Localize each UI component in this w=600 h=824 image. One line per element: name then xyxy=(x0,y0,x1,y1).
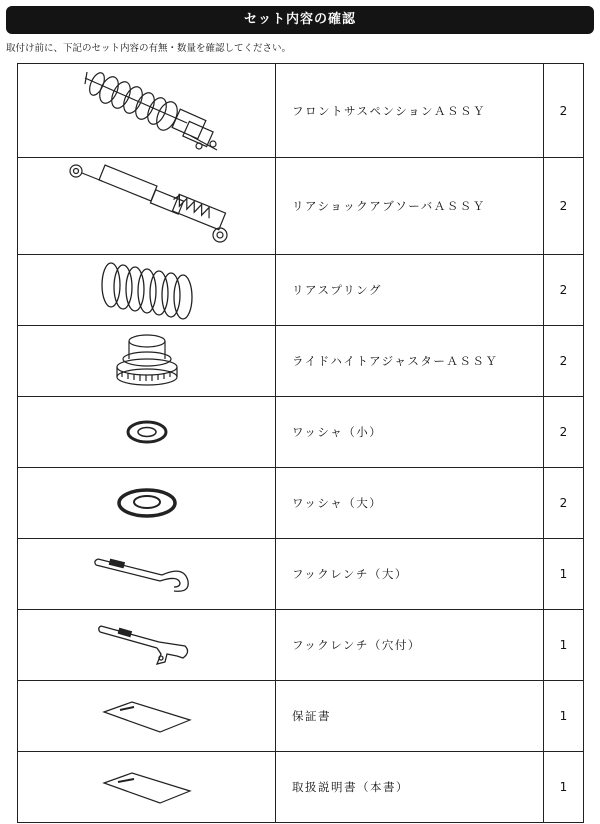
table-row xyxy=(18,681,584,752)
table-row xyxy=(18,397,584,468)
item-quantity: 1 xyxy=(544,752,584,823)
item-quantity: 2 xyxy=(544,468,584,539)
hook-wrench-pin-icon xyxy=(97,620,197,670)
hook-wrench-large-icon xyxy=(92,553,202,595)
table-row xyxy=(18,255,584,326)
instruction-text: 取付け前に、下記のセット内容の有無・数量を確認してください。 xyxy=(6,43,292,54)
warranty-card-icon xyxy=(102,698,192,734)
item-name: ワッシャ（小） xyxy=(276,397,544,468)
instruction-manual-icon xyxy=(102,769,192,805)
item-quantity: 2 xyxy=(544,326,584,397)
item-name: リアショックアブソーバＡＳＳＹ xyxy=(276,158,544,255)
front-suspension-assy-icon xyxy=(67,68,227,154)
item-quantity: 1 xyxy=(544,539,584,610)
item-quantity: 2 xyxy=(544,255,584,326)
item-name: 保証書 xyxy=(276,681,544,752)
item-name: ライドハイトアジャスターＡＳＳＹ xyxy=(276,326,544,397)
item-name: リアスプリング xyxy=(276,255,544,326)
parts-table xyxy=(17,63,584,823)
rear-spring-icon xyxy=(97,259,197,321)
washer-large-icon xyxy=(112,483,182,523)
item-name: フックレンチ（大） xyxy=(276,539,544,610)
item-quantity: 1 xyxy=(544,610,584,681)
item-quantity: 1 xyxy=(544,681,584,752)
item-quantity: 2 xyxy=(544,158,584,255)
item-quantity: 2 xyxy=(544,64,584,158)
item-name: ワッシャ（大） xyxy=(276,468,544,539)
table-row xyxy=(18,326,584,397)
table-row xyxy=(18,64,584,158)
table-row xyxy=(18,752,584,823)
item-name: フックレンチ（穴付） xyxy=(276,610,544,681)
table-row xyxy=(18,158,584,255)
page-title: セット内容の確認 xyxy=(6,6,594,34)
table-row xyxy=(18,468,584,539)
washer-small-icon xyxy=(122,417,172,447)
item-quantity: 2 xyxy=(544,397,584,468)
table-row xyxy=(18,539,584,610)
rear-shock-absorber-assy-icon xyxy=(62,161,232,251)
item-name: フロントサスペンションＡＳＳＹ xyxy=(276,64,544,158)
ride-height-adjuster-assy-icon xyxy=(112,331,182,391)
item-name: 取扱説明書（本書） xyxy=(276,752,544,823)
table-row xyxy=(18,610,584,681)
